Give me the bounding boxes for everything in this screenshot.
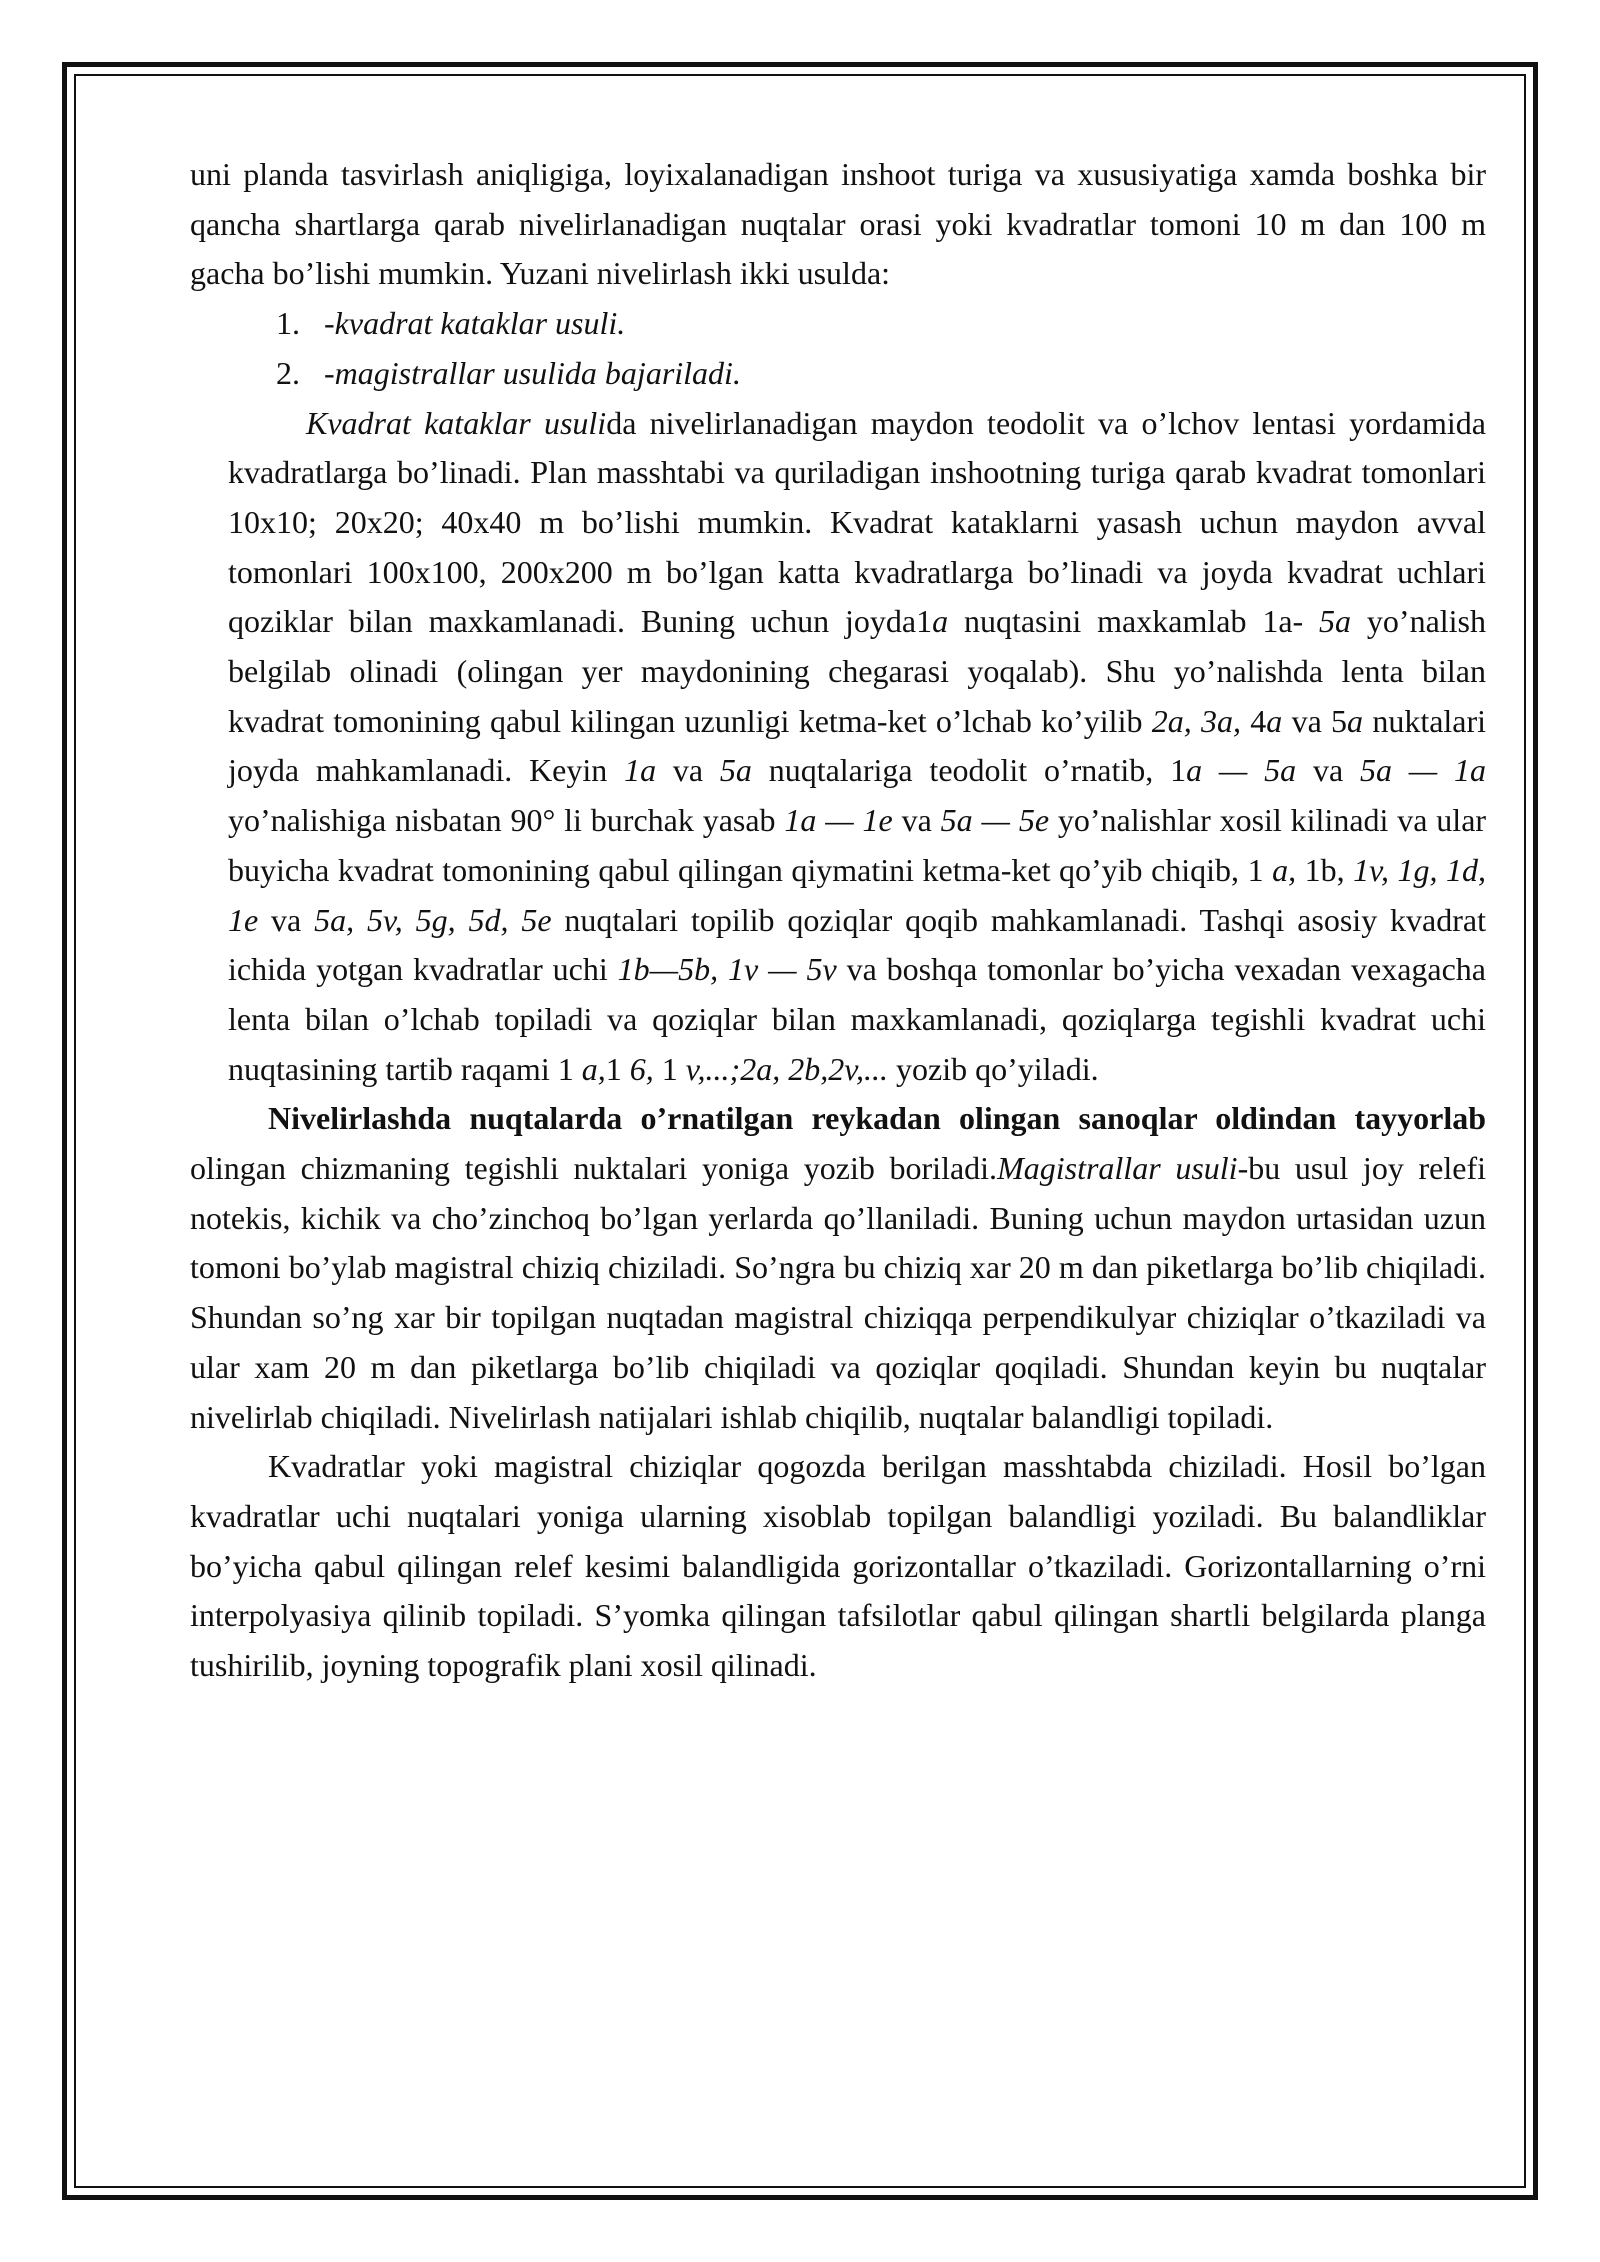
text-run: va: [656, 752, 720, 789]
point-label: 1v, 1g, 1d, 1e: [228, 851, 1487, 938]
paragraph-square-grid-method: [190, 399, 1486, 1095]
list-number: 2.: [276, 354, 300, 391]
text-run: va 5: [1282, 702, 1348, 739]
point-label: 1a — 1e: [784, 802, 893, 839]
list-item: [190, 349, 1486, 399]
point-label: 5a: [1319, 603, 1352, 640]
point-label: v,...;2a, 2b,2v,...: [685, 1050, 889, 1087]
text-run: 4: [1241, 702, 1267, 739]
list-number: 1.: [276, 305, 300, 342]
point-label: 1b—5b, 1v — 5v: [617, 951, 837, 988]
text-run: 1: [605, 1050, 630, 1087]
point-label: 5a, 5v, 5g, 5d, 5e: [314, 901, 552, 938]
point-label: 5a — 5e: [940, 802, 1050, 839]
text-run: va: [892, 802, 941, 839]
text-run: nuqtalariga teodolit o’rnatib, 1: [751, 752, 1187, 789]
text-run: -bu usul joy relefi notekis, kichik va cho’zinchoq bo’lgan yerlarda qo’llaniladi. Buning uchun maydon urtasidan uzun tomoni bo’ylab magistral chiziq chiziladi. So’ngra bu chiziq xar 20 m dan piketlarga bo’lib chiqiladi. Shundan so’ng xar bir topilgan nuqtadan magistral chiziqqa perpendikulyar chiziqlar o’tkaziladi va ular xam 20 m dan piketlarga bo’lib chiqiladi va qoziqlar qoqiladi. Shundan keyin bu nuqtalar nivelirlab chiqiladi. Nivelirlash natijalari ishlab chiqilib, nuqtalar balandligi topiladi.: [190, 1150, 1487, 1435]
point-label: 6,: [629, 1050, 654, 1087]
point-label: 2a, 3a,: [1151, 702, 1242, 739]
text-run: 1b,: [1296, 851, 1354, 888]
document-body: [190, 150, 1486, 1691]
method-list: [190, 299, 1486, 398]
list-item: [190, 299, 1486, 349]
list-item-text: -kvadrat kataklar usuli.: [324, 305, 626, 342]
text-run: yozib qo’yiladi.: [888, 1050, 1099, 1087]
text-run: yo’nalish belgilab olinadi (olingan yer maydonining chegarasi yoqalab). Shu yo’nalishda lenta bilan kvadrat tomonining qabul kilingan uzunligi ketma-ket o’lchab ko’yilib: [228, 603, 1487, 739]
term-italic: Kvadrat kataklar usuli: [306, 404, 607, 441]
text-run: va: [1296, 752, 1360, 789]
bold-text: Nivelirlashda nuqtalarda o’rnatilgan reykadan olingan sanoqlar oldindan tayyorlab: [268, 1100, 1486, 1137]
text-run: nuktalari joyda mahkamlanadi. Keyin: [228, 702, 1487, 789]
text-run: yo’nalishlar xosil kilinadi va ular buyicha kvadrat tomonining qabul qilingan qiymatini ketma-ket qo’yib chiqib, 1: [228, 802, 1487, 888]
paragraph-drawing: Kvadratlar yoki magistral chiziqlar qogozda berilgan masshtabda chiziladi. Hosil bo’lgan kvadratlar uchi nuqtalari yoniga ularning xisoblab topilgan balandligi yoziladi. Bu balandliklar bo’yicha qabul qilingan relef kesimi balandligida gorizontallar o’tkaziladi. Gorizontallarning o’rni interpolyasiya qilinib topiladi. S’yomka qilingan tafsilotlar qabul qilingan shartli belgilarda planga tushirilib, joyning topografik plani xosil qilinadi.: [190, 1448, 1486, 1684]
list-item-text: -magistrallar usulida bajariladi.: [324, 354, 741, 391]
text-run: nuqtalari topilib qoziqlar qoqib mahkamlanadi. Tashqi asosiy kvadrat ichida yotgan kvadratlar uchi: [228, 901, 1486, 988]
point-label: 5a: [719, 752, 752, 789]
point-label: a: [932, 603, 949, 640]
text-run: va: [258, 901, 315, 938]
point-label: a — 5a: [1186, 752, 1297, 789]
text-run: va boshqa tomonlar bo’yicha vexadan vexagacha lenta bilan o’lchab topiladi va qoziqlar bilan maxkamlanadi, qoziqlarga tegishli kvadrat uchi nuqtasining tartib raqami 1: [228, 951, 1487, 1087]
term-italic: Magistrallar usuli: [997, 1150, 1238, 1187]
text-run: yo’nalishiga nisbatan 90° li burchak yasab: [228, 802, 785, 839]
point-label: a: [1347, 702, 1364, 739]
point-label: 5a — 1a: [1359, 752, 1487, 789]
paragraph-intro: uni planda tasvirlash aniqligiga, loyixalanadigan inshoot turiga va xususiyatiga xamda boshka bir qancha shartlarga qarab nivelirlanadigan nuqtalar orasi yoki kvadratlar tomoni 10 m dan 100 m gacha bo’lishi mumkin. Yuzani nivelirlash ikki usulda:: [190, 156, 1486, 292]
text-run: da nivelirlanadigan maydon teodolit va o’lchov lentasi yordamida kvadratlarga bo’linadi. Plan masshtabi va quriladigan inshootning turiga qarab kvadrat tomonlari 10x10; 20x20; 40x40 m bo’lishi mumkin. Kvadrat kataklarni yasash uchun maydon avval tomonlari 100x100, 200x200 m bo’lgan katta kvadratlarga bo’linadi va joyda kvadrat uchlari qoziklar bilan maxkamlanadi. Buning uchun joyda1: [228, 404, 1487, 640]
point-label: a,: [581, 1050, 606, 1087]
text-run: nuqtasini maxkamlab 1a-: [948, 603, 1320, 640]
point-label: a: [1266, 702, 1283, 739]
point-label: 1a: [624, 752, 657, 789]
text-run: olingan chizmaning tegishli nuktalari yoniga yozib boriladi.: [190, 1150, 998, 1187]
text-run: 1: [653, 1050, 686, 1087]
point-label: a,: [1272, 851, 1297, 888]
paragraph-magistral-method: [190, 1094, 1486, 1442]
